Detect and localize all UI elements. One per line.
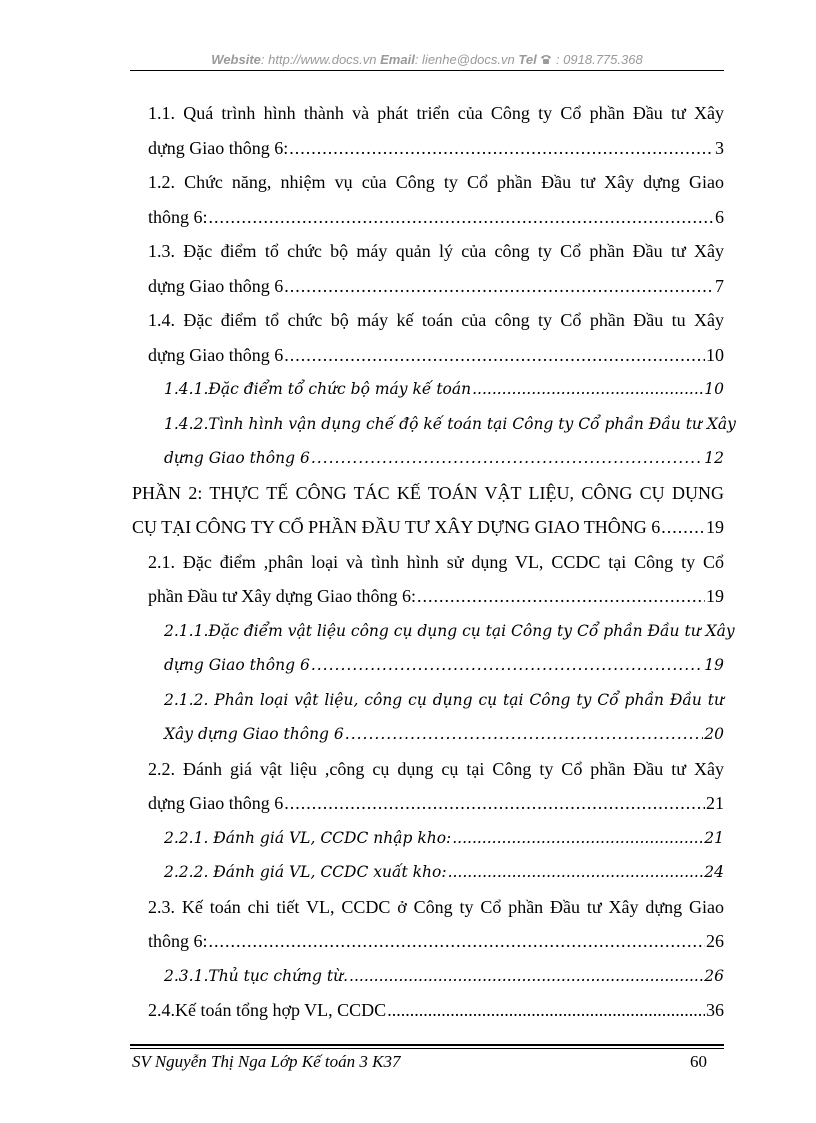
toc-entry-title: 2.2.2. Đánh giá VL, CCDC xuất kho:	[164, 863, 447, 881]
toc-entry-title-cont: dựng Giao thông 6	[148, 344, 284, 365]
toc-page-number: 19	[704, 656, 724, 674]
toc-entry-title: 2.4.Kế toán tổng hợp VL, CCDC	[148, 1000, 387, 1020]
toc-entry	[132, 234, 724, 303]
toc-leader	[417, 579, 705, 614]
toc-page-number: 21	[704, 828, 724, 847]
toc-entry-title: 2.2.1. Đánh giá VL, CCDC nhập kho:	[164, 828, 452, 847]
toc-page-number: 7	[715, 275, 724, 296]
toc-entry-title: 1.3. Đặc điểm tổ chức bộ máy quản lý của công ty Cổ phần Đầu tư Xây	[148, 241, 724, 261]
toc-entry	[132, 683, 724, 752]
toc-leader	[387, 993, 705, 1028]
toc-entry-title-cont: Xây dựng Giao thông 6	[164, 725, 344, 743]
toc-entry-title: 2.1.2. Phân loại vật liệu, công cụ dụng cụ tại Công ty Cổ phần Đầu tư	[164, 690, 724, 709]
toc-entry-title: 2.1.1.Đặc điểm vật liệu công cụ dụng cụ tại Công ty Cổ phần Đầu tư Xây	[164, 621, 735, 640]
toc-page-number: 36	[706, 1000, 724, 1020]
toc-entry	[132, 752, 724, 821]
table-of-contents	[132, 96, 736, 1028]
toc-entry	[132, 372, 724, 407]
email-value: : lienhe@docs.vn	[414, 52, 515, 67]
toc-page-number: 12	[704, 449, 724, 467]
toc-entry	[132, 959, 724, 994]
toc-leader	[284, 338, 705, 373]
toc-entry-title-cont: thông 6:	[148, 931, 208, 951]
toc-entry	[132, 407, 736, 476]
website-value: : http://www.docs.vn	[260, 52, 377, 67]
toc-entry-title: PHẦN 2: THỰC TẾ CÔNG TÁC KẾ TOÁN VẬT LIỆU, CÔNG CỤ DỤNG	[132, 482, 724, 503]
toc-entry-title-cont: CỤ TẠI CÔNG TY CỔ PHẦN ĐẦU TƯ XÂY DỰNG GIAO THÔNG 6	[132, 517, 661, 537]
toc-leader	[289, 131, 714, 166]
toc-entry	[132, 96, 724, 165]
toc-page-number: 19	[706, 517, 724, 537]
tel-value: : 0918.775.368	[555, 52, 643, 67]
toc-leader	[349, 959, 703, 994]
toc-leader	[209, 924, 705, 959]
tel-label: Tel	[518, 52, 537, 67]
toc-leader	[311, 648, 703, 683]
toc-page-number: 10	[706, 344, 724, 365]
toc-entry-title-cont: dựng Giao thông 6	[148, 793, 284, 813]
toc-entry-title-cont: thông 6:	[148, 206, 208, 227]
toc-entry-title: 1.1. Quá trình hình thành và phát triển của Công ty Cổ phần Đầu tư Xây	[148, 103, 724, 123]
toc-leader	[452, 821, 703, 856]
toc-leader	[209, 200, 714, 235]
toc-entry	[132, 821, 724, 856]
toc-entry	[132, 545, 724, 614]
footer-author: SV Nguyễn Thị Nga Lớp Kế toán 3 K37	[132, 1052, 401, 1071]
toc-entry-title: 1.4.2.Tình hình vận dụng chế độ kế toán tại Công ty Cổ phần Đầu tư Xây	[164, 414, 736, 433]
toc-page-number: 3	[715, 137, 724, 158]
page-number: 60	[690, 1052, 707, 1071]
toc-entry-title: 2.2. Đánh giá vật liệu ,công cụ dụng cụ tại Công ty Cổ phần Đầu tư Xây	[148, 758, 724, 779]
toc-leader	[311, 441, 703, 476]
website-label: Website	[211, 52, 261, 67]
toc-page-number: 20	[704, 725, 724, 743]
toc-entry	[132, 890, 724, 959]
toc-entry-title: 2.3. Kế toán chi tiết VL, CCDC ở Công ty Cổ phần Đầu tư Xây dựng Giao	[148, 896, 724, 917]
toc-leader	[284, 786, 705, 821]
toc-page-number: 24	[704, 863, 724, 881]
toc-entry-title-cont: dựng Giao thông 6	[148, 275, 284, 296]
toc-leader	[472, 372, 703, 407]
phone-icon	[540, 52, 556, 67]
toc-leader	[345, 717, 703, 752]
toc-entry-title: 1.4. Đặc điểm tổ chức bộ máy kế toán của công ty Cổ phần Đầu tu Xây	[148, 310, 724, 330]
toc-page-number: 21	[706, 793, 724, 813]
toc-page-number: 10	[704, 380, 724, 398]
toc-page-number: 26	[706, 931, 724, 951]
page-header	[130, 52, 724, 67]
header-divider	[130, 70, 724, 71]
toc-leader	[448, 855, 704, 890]
toc-page-number: 19	[706, 586, 724, 606]
toc-entry-title: 2.1. Đặc điểm ,phân loại và tình hình sử dụng VL, CCDC tại Công ty Cổ	[148, 551, 724, 572]
toc-entry-title-cont: dựng Giao thông 6:	[148, 137, 289, 158]
toc-leader	[284, 269, 714, 304]
toc-entry	[132, 993, 724, 1028]
toc-page-number: 26	[704, 966, 724, 985]
toc-entry	[132, 165, 724, 234]
footer-divider-thin	[130, 1048, 724, 1049]
toc-entry-title: 1.4.1.Đặc điểm tổ chức bộ máy kế toán	[164, 380, 472, 398]
footer-divider	[130, 1044, 724, 1046]
toc-entry-title: 2.3.1.Thủ tục chứng từ.	[164, 966, 349, 985]
toc-leader	[661, 510, 705, 545]
toc-page-number: 6	[715, 206, 724, 227]
toc-entry-title-cont: phần Đầu tư Xây dựng Giao thông 6:	[148, 586, 416, 606]
toc-entry	[132, 476, 724, 545]
toc-entry	[132, 855, 724, 890]
toc-entry	[132, 614, 735, 683]
email-label: Email	[380, 52, 415, 67]
toc-entry-title-cont: dựng Giao thông 6	[164, 656, 310, 674]
toc-entry-title: 1.2. Chức năng, nhiệm vụ của Công ty Cổ phần Đầu tư Xây dựng Giao	[148, 172, 724, 192]
toc-entry	[132, 303, 724, 372]
toc-entry-title-cont: dựng Giao thông 6	[164, 449, 310, 467]
